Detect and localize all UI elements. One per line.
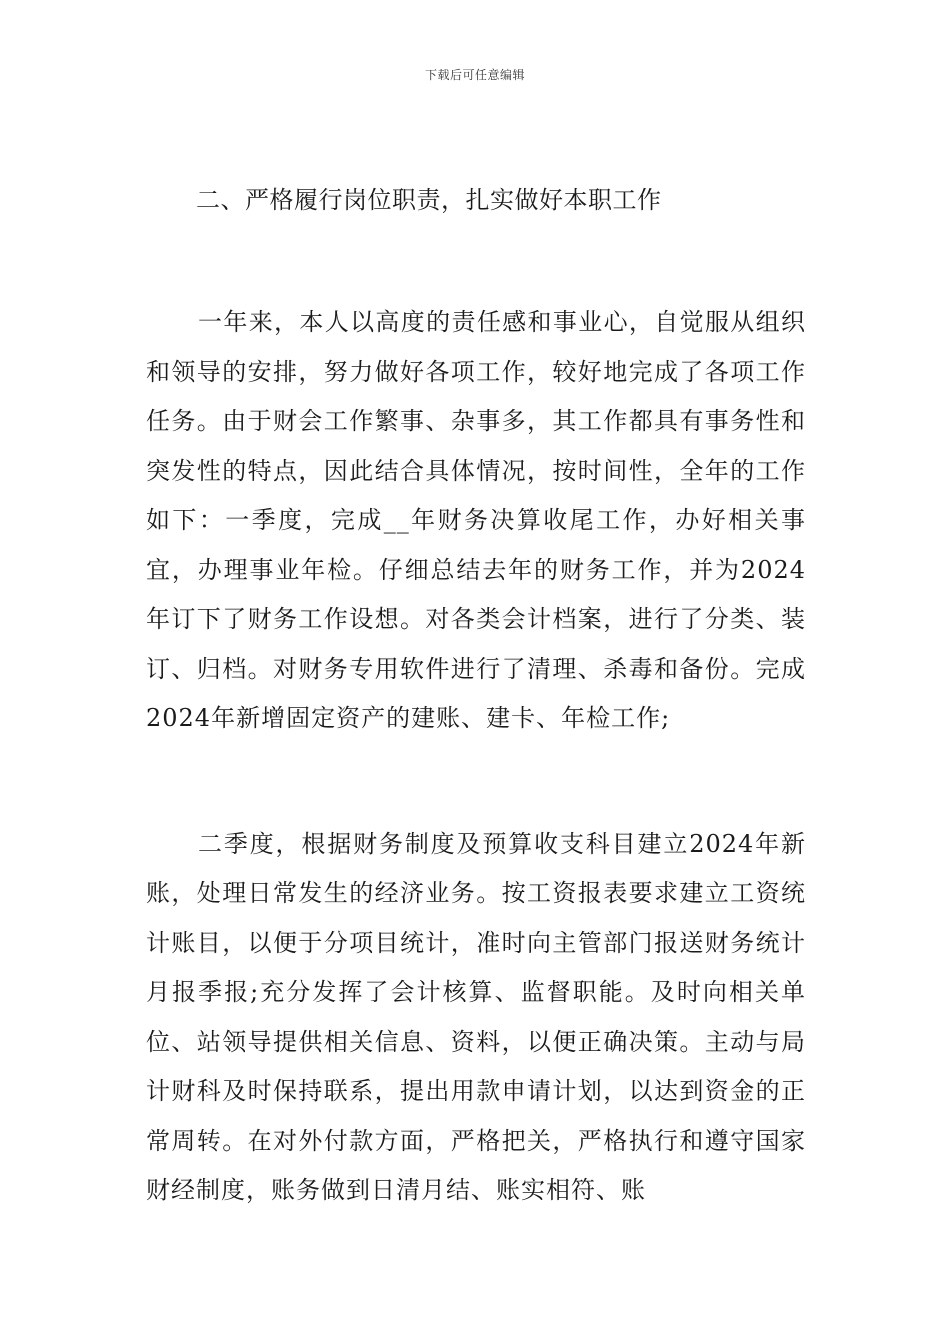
section-heading: 二、严格履行岗位职责，扎实做好本职工作 <box>196 186 662 214</box>
document-body <box>146 178 806 1216</box>
paragraph-first-quarter: 一年来，本人以高度的责任感和事业心，自觉服从组织和领导的安排，努力做好各项工作，较好地完成了各项工作任务。由于财会工作繁事、杂事多，其工作都具有事务性和突发性的特点，因此结合具体情况，按时间性，全年的工作如下：一季度，完成__年财务决算收尾工作，办好相关事宜，办理事业年检。仔细总结去年的财务工作，并为2024年订下了财务工作设想。对各类会计档案，进行了分类、装订、归档。对财务专用软件进行了清理、杀毒和备份。完成2024年新增固定资产的建账、建卡、年检工作; <box>146 308 806 732</box>
header-note: 下载后可任意编辑 <box>424 68 525 82</box>
paragraph-second-quarter: 二季度，根据财务制度及预算收支科目建立2024年新账，处理日常发生的经济业务。按工资报表要求建立工资统计账目，以便于分项目统计，准时向主管部门报送财务统计月报季报;充分发挥了会计核算、监督职能。及时向相关单位、站领导提供相关信息、资料，以便正确决策。主动与局计财科及时保持联系，提出用款申请计划，以达到资金的正常周转。在对外付款方面，严格把关，严格执行和遵守国家财经制度，账务做到日清月结、账实相符、账 <box>146 829 806 1204</box>
